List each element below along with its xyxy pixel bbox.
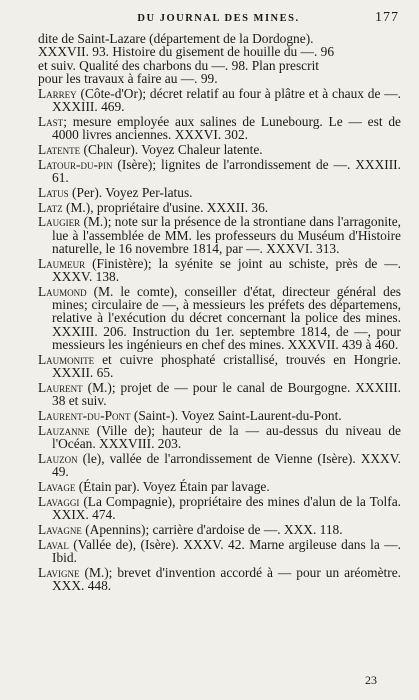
entry-text: (Ville de); hauteur de la — au-dessus du niveau de l'Océan. XXXVIII. 203. bbox=[52, 422, 401, 452]
index-entry bbox=[38, 158, 401, 185]
index-entry bbox=[38, 538, 401, 565]
index-entry bbox=[38, 201, 401, 214]
entry-text: (Apennins); carrière d'ardoise de —. XXX. 118. bbox=[81, 521, 343, 537]
index-entry bbox=[38, 115, 401, 142]
index-entry bbox=[38, 353, 401, 380]
entry-text: (Isère); lignites de l'arrondissement de —. XXXIII. 61. bbox=[52, 156, 401, 185]
entry-text: (Per). Voyez Per-latus. bbox=[68, 184, 193, 200]
entry-text: (Finistère); la syénite se joint au schiste, près de —. XXXV. 138. bbox=[52, 255, 401, 285]
index-entry bbox=[38, 409, 401, 422]
entry-headword: Last bbox=[38, 113, 64, 129]
entry-headword: Latus bbox=[38, 184, 69, 200]
entry-headword: Laumonite bbox=[38, 351, 95, 367]
entry-text: (M.); note sur la présence de la strontiane dans l'arragonite, lue à l'assemblée de MM. les professeurs du Muséum d'Histoire naturelle, le 16 novembre 1814, par —. XXXVI. 313. bbox=[52, 214, 401, 256]
entry-headword: Latente bbox=[38, 141, 81, 157]
index-entry bbox=[38, 143, 401, 156]
index-entry bbox=[38, 186, 401, 199]
running-header bbox=[38, 10, 401, 26]
entry-text: (Côte-d'Or); décret relatif au four à plâtre et à chaux de —. XXXIII. 469. bbox=[52, 85, 401, 114]
index-entry bbox=[38, 480, 401, 493]
entry-headword: Latour-du-pin bbox=[38, 156, 113, 172]
entry-headword: Lavaggi bbox=[38, 493, 80, 509]
entry-headword: Latz bbox=[38, 199, 63, 215]
entry-text: (Étain par). Voyez Étain par lavage. bbox=[75, 479, 270, 494]
entry-line: XXXVII. 93. Histoire du gisement de houille du —. 96 bbox=[38, 44, 335, 60]
index-entries bbox=[38, 32, 401, 592]
index-entry bbox=[38, 215, 401, 255]
entry-headword: Laugier bbox=[38, 214, 81, 230]
index-entry bbox=[38, 523, 401, 536]
entry-headword: Lavage bbox=[38, 479, 76, 494]
entry-text: (M. le comte), conseiller d'état, directeur général des mines; circulaire de —, à messieurs les préfets des départemens, relative à l'exécution du décret concernant la police des mines. XXXIII. 206. Instruction du 1er. septembre 1814, de —, pour messieurs les ingénieurs en chef des mines. XXXVII. 439 à 460. bbox=[52, 283, 401, 353]
entry-headword: Laumond bbox=[38, 283, 87, 299]
index-entry bbox=[38, 452, 401, 479]
index-entry bbox=[38, 87, 401, 114]
entry-text: et cuivre phosphaté cristallisé, trouvés en Hongrie. XXXII. 65. bbox=[52, 351, 401, 381]
entry-line: et suiv. Qualité des charbons du —. 98. Plan prescrit bbox=[38, 57, 320, 73]
index-entry bbox=[38, 257, 401, 284]
index-entry bbox=[38, 285, 401, 351]
entry-headword: Lavigne bbox=[38, 564, 80, 580]
index-entry bbox=[38, 566, 401, 593]
entry-headword: Laurent-du-Pont bbox=[38, 408, 131, 424]
entry-text: (Vallée de), (Isère). XXXV. 42. Marne argileuse dans la —. Ibid. bbox=[52, 536, 401, 565]
signature-mark: 23 bbox=[365, 673, 377, 687]
entry-text: (le), vallée de l'arrondissement de Vienne (Isère). XXXV. 49. bbox=[52, 450, 401, 480]
entry-text: (La Compagnie), propriétaire des mines d'alun de la Tolfa. XXIX. 474. bbox=[52, 493, 401, 523]
entry-headword: Laurent bbox=[38, 379, 83, 395]
page-number: 177 bbox=[375, 10, 399, 25]
entry-text: ; mesure employée aux salines de Lunebourg. Le — est de 4000 livres anciennes. XXXVI. 302. bbox=[52, 113, 401, 143]
entry-headword: Laval bbox=[38, 536, 69, 552]
entry-text: (Chaleur). Voyez Chaleur latente. bbox=[80, 141, 263, 157]
running-title: DU JOURNAL DES MINES. bbox=[137, 13, 300, 24]
entry-headword: Lauzanne bbox=[38, 422, 90, 438]
entry-headword: Lauzon bbox=[38, 450, 78, 466]
entry-headword: Larrey bbox=[38, 85, 77, 101]
entry-text: (Saint-). Voyez Saint-Laurent-du-Pont. bbox=[130, 408, 342, 424]
entry-text: (M.); projet de — pour le canal de Bourgogne. XXXIII. 38 et suiv. bbox=[52, 379, 401, 409]
entry-text: (M.); brevet d'invention accordé à — pour un aréomètre. XXX. 448. bbox=[52, 564, 401, 594]
entry-continuation bbox=[38, 32, 401, 85]
index-entry bbox=[38, 424, 401, 451]
entry-headword: Lavagne bbox=[38, 521, 82, 537]
index-entry bbox=[38, 495, 401, 522]
entry-headword: Laumeur bbox=[38, 255, 86, 271]
entry-text: (M.), propriétaire d'usine. XXXII. 36. bbox=[62, 199, 269, 215]
entry-line: dite de Saint-Lazare (département de la Dordogne). bbox=[38, 31, 314, 46]
index-entry bbox=[38, 381, 401, 408]
entry-line: pour les travaux à faire au —. 99. bbox=[38, 70, 218, 86]
